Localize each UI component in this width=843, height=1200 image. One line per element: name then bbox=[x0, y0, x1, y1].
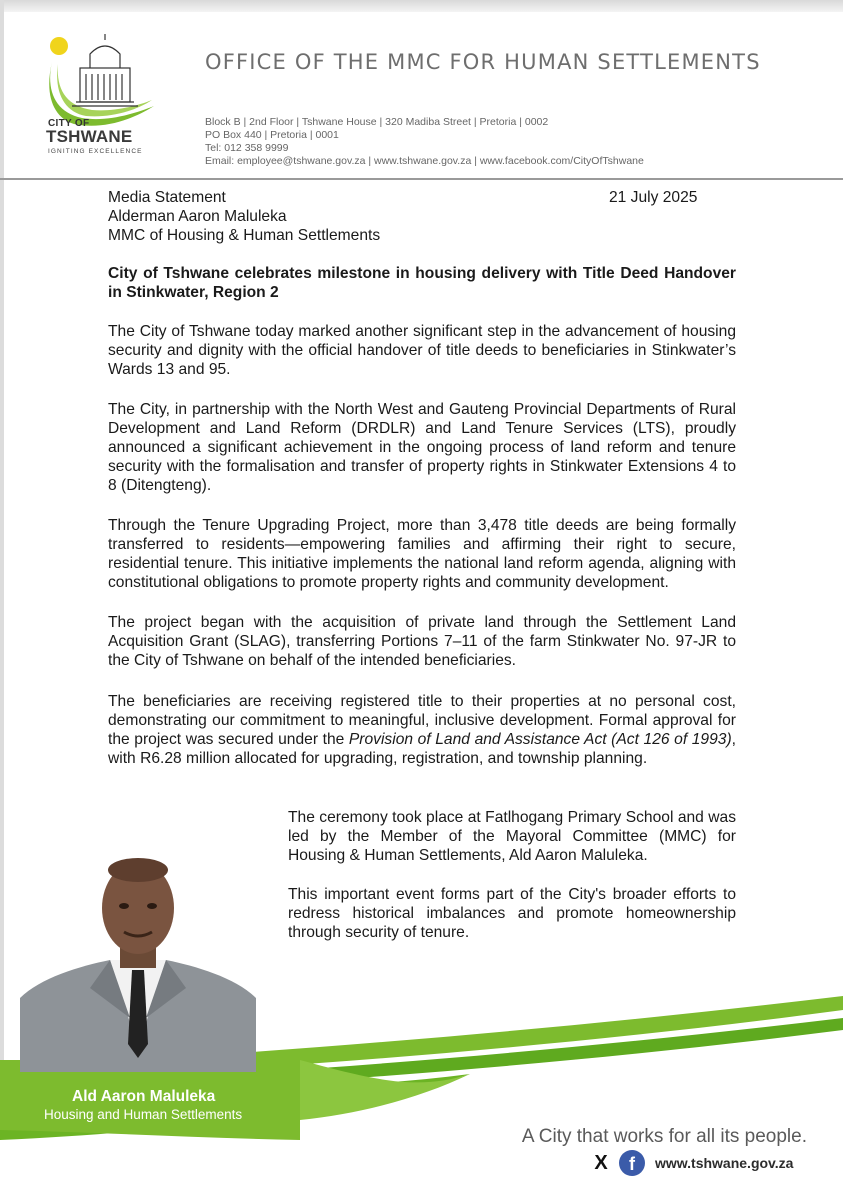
header-divider bbox=[0, 178, 843, 180]
address-block bbox=[205, 116, 644, 168]
paragraph-3: Through the Tenure Upgrading Project, more than 3,478 title deeds are being formally transferred to residents—empowering families and affirming their right to secure, residential tenure. This initiative implements the national land reform agenda, aligning with constitutional obligations to promote property rights and community development. bbox=[108, 517, 736, 591]
paragraph-5-part-a: The beneficiaries are receiving registered title to their properties at no personal cost, demonstrating our commitment to meaningful, inclusive development. Formal approval for the project was secured under the bbox=[108, 693, 736, 748]
paragraph-5-part-b: , with R6.28 million allocated for upgrading, registration, and township planning. bbox=[108, 731, 736, 767]
statement-date: 21 July 2025 bbox=[609, 189, 698, 206]
city-slogan: A City that works for all its people. bbox=[521, 1126, 807, 1147]
statement-author: Alderman Aaron Maluleka bbox=[108, 208, 287, 225]
paragraph-6: The ceremony took place at Fatlhogang Primary School and was led by the Member of the Mayoral Committee (MMC) for Housing & Human Settlements, Ald Aaron Maluleka. bbox=[288, 809, 736, 864]
address-line-3: Tel: 012 358 9999 bbox=[205, 142, 289, 154]
facebook-icon[interactable]: f bbox=[619, 1150, 645, 1176]
footer-official-role: Housing and Human Settlements bbox=[44, 1107, 243, 1122]
statement-header bbox=[108, 188, 380, 245]
logo-tagline: IGNITING EXCELLENCE bbox=[48, 148, 143, 155]
address-line-1: Block B | 2nd Floor | Tshwane House | 320 Madiba Street | Pretoria | 0002 bbox=[205, 116, 549, 128]
address-line-2: PO Box 440 | Pretoria | 0001 bbox=[205, 129, 339, 141]
page-top-edge bbox=[0, 0, 843, 12]
paragraph-2: The City, in partnership with the North West and Gauteng Provincial Departments of Rural Development and Land Reform (DRDLR) and Land Tenure Services (LTS), proudly announced a significant achievement in the ongoing process of land reform and tenure security with the formalisation and transfer of property rights in Stinkwater Extensions 4 to 8 (Ditengteng). bbox=[108, 401, 736, 494]
footer-official-name: Ald Aaron Maluleka bbox=[72, 1088, 216, 1105]
act-reference: Provision of Land and Assistance Act (Act 126 of 1993) bbox=[348, 731, 732, 748]
portrait-photo bbox=[20, 848, 256, 1072]
website-link[interactable]: www.tshwane.gov.za bbox=[655, 1155, 794, 1171]
paragraph-4: The project began with the acquisition of private land through the Settlement Land Acquisition Grant (SLAG), transferring Portions 7–11 of the farm Stinkwater No. 97-JR to the City of Tshwane on behalf of the intended beneficiaries. bbox=[108, 614, 736, 669]
paragraph-7: This important event forms part of the City's broader efforts to redress historical imbalances and promote homeownership through security of tenure. bbox=[288, 886, 736, 941]
paragraph-5 bbox=[108, 692, 736, 768]
x-icon[interactable]: X bbox=[594, 1152, 608, 1174]
statement-type: Media Statement bbox=[108, 189, 226, 206]
logo-tshwane-text: TSHWANE bbox=[46, 127, 133, 146]
address-line-4: Email: employee@tshwane.gov.za | www.tshwane.gov.za | www.facebook.com/CityOfTshwane bbox=[205, 155, 644, 167]
statement-headline: City of Tshwane celebrates milestone in housing delivery with Title Deed Handover in Stinkwater, Region 2 bbox=[108, 265, 736, 301]
logo-city-of-text: CITY OF bbox=[48, 118, 90, 129]
office-title: OFFICE OF THE MMC FOR HUMAN SETTLEMENTS bbox=[205, 50, 761, 74]
paragraph-1: The City of Tshwane today marked another significant step in the advancement of housing security and dignity with the official handover of title deeds to beneficiaries in Stinkwater’s Wards 13 and 95. bbox=[108, 323, 736, 378]
statement-author-title: MMC of Housing & Human Settlements bbox=[108, 227, 381, 244]
